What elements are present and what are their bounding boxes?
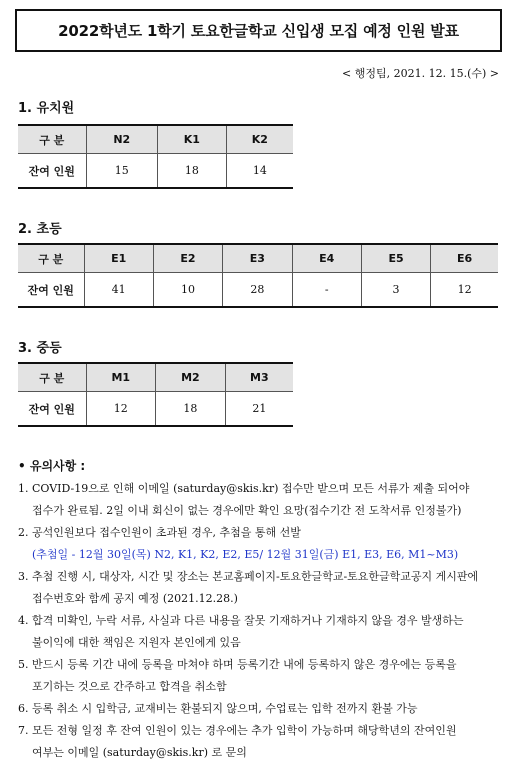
note-text: 반드시 등록 기간 내에 등록을 마쳐야 하며 등록기간 내에 등록하지 않은 경우에는 등록을 (32, 658, 457, 671)
value-cell: 28 (223, 273, 292, 308)
notes-list (18, 478, 502, 764)
note-text: COVID-19으로 인해 이메일 (saturday@skis.kr) 접수만 받으며 모든 서류가 제출 되어야 (32, 482, 470, 495)
note-text: 공석인원보다 접수인원이 초과된 경우, 추첨을 통해 선발 (32, 526, 301, 539)
notes-heading: • 유의사항 : (18, 459, 86, 473)
list-item (18, 698, 502, 720)
column-header: E2 (153, 244, 222, 273)
column-header: E1 (84, 244, 153, 273)
table-row (18, 273, 498, 308)
note-number: 4. (18, 614, 29, 627)
note-number: 5. (18, 658, 29, 671)
column-header: M3 (225, 363, 293, 392)
value-cell: 12 (431, 273, 498, 308)
note-text: 모든 전형 일정 후 잔여 인원이 있는 경우에는 추가 입학이 가능하며 해당학년의 잔여인원 (32, 724, 457, 737)
column-header: N2 (86, 125, 158, 154)
column-header: K1 (158, 125, 227, 154)
note-text: 여부는 이메일 (saturday@skis.kr) 로 문의 (32, 746, 247, 759)
row-label: 잔여 인원 (18, 392, 86, 427)
list-item (18, 720, 502, 764)
value-cell: 14 (226, 154, 293, 189)
list-item (18, 522, 502, 566)
issue-date: < 행정팀, 2021. 12. 15.(수) > (342, 67, 499, 80)
note-text: 등록 취소 시 입학금, 교재비는 환불되지 않으며, 수업료는 입학 전까지 환불 가능 (32, 702, 418, 715)
list-item (18, 654, 502, 698)
header-label: 구 분 (18, 363, 86, 392)
section-heading-middle: 3. 중등 (18, 341, 62, 356)
column-header: E3 (223, 244, 292, 273)
row-label: 잔여 인원 (18, 154, 86, 189)
column-header: K2 (226, 125, 293, 154)
column-header: M2 (156, 363, 226, 392)
note-text: 접수가 완료됨. 2일 이내 회신이 없는 경우에만 확인 요망(접수기간 전 도착서류 인정불가) (32, 504, 462, 517)
value-cell: 18 (156, 392, 226, 427)
value-cell: 18 (158, 154, 227, 189)
table-row (18, 154, 293, 189)
note-text: 추첨 진행 시, 대상자, 시간 및 장소는 본교홈페이지-토요한글학교-토요한글학교공지 게시판에 (32, 570, 479, 583)
section-heading-kindergarten: 1. 유치원 (18, 101, 75, 116)
value-cell: 10 (153, 273, 222, 308)
header-label: 구 분 (18, 125, 86, 154)
note-number: 7. (18, 724, 29, 737)
note-number: 3. (18, 570, 29, 583)
note-text: 접수번호와 함께 공지 예정 (2021.12.28.) (32, 592, 238, 605)
note-lottery-schedule: (추첨일 - 12월 30일(목) N2, K1, K2, E2, E5/ 12월 31일(금) E1, E3, E6, M1~M3) (32, 548, 459, 561)
note-text: 불이익에 대한 책임은 지원자 본인에게 있음 (32, 636, 241, 649)
note-number: 6. (18, 702, 29, 715)
column-header: E5 (361, 244, 430, 273)
row-label: 잔여 인원 (18, 273, 84, 308)
list-item (18, 610, 502, 654)
column-header: M1 (86, 363, 156, 392)
table-middle (18, 362, 293, 427)
value-cell: 3 (361, 273, 430, 308)
column-header: E6 (431, 244, 498, 273)
table-header-row (18, 363, 293, 392)
value-cell: 41 (84, 273, 153, 308)
table-elementary (18, 243, 498, 308)
value-cell: - (292, 273, 361, 308)
value-cell: 12 (86, 392, 156, 427)
table-header-row (18, 125, 293, 154)
header-label: 구 분 (18, 244, 84, 273)
list-item (18, 478, 502, 522)
value-cell: 21 (225, 392, 293, 427)
list-item (18, 566, 502, 610)
table-kindergarten (18, 124, 293, 189)
note-number: 2. (18, 526, 29, 539)
note-text: 포기하는 것으로 간주하고 합격을 취소함 (32, 680, 227, 693)
section-heading-elementary: 2. 초등 (18, 222, 62, 237)
value-cell: 15 (86, 154, 158, 189)
note-number: 1. (18, 482, 29, 495)
table-header-row (18, 244, 498, 273)
document-title: 2022학년도 1학기 토요한글학교 신입생 모집 예정 인원 발표 (15, 9, 502, 52)
table-row (18, 392, 293, 427)
note-text: 합격 미확인, 누락 서류, 사실과 다른 내용을 잘못 기재하거나 기재하지 않을 경우 발생하는 (32, 614, 464, 627)
column-header: E4 (292, 244, 361, 273)
